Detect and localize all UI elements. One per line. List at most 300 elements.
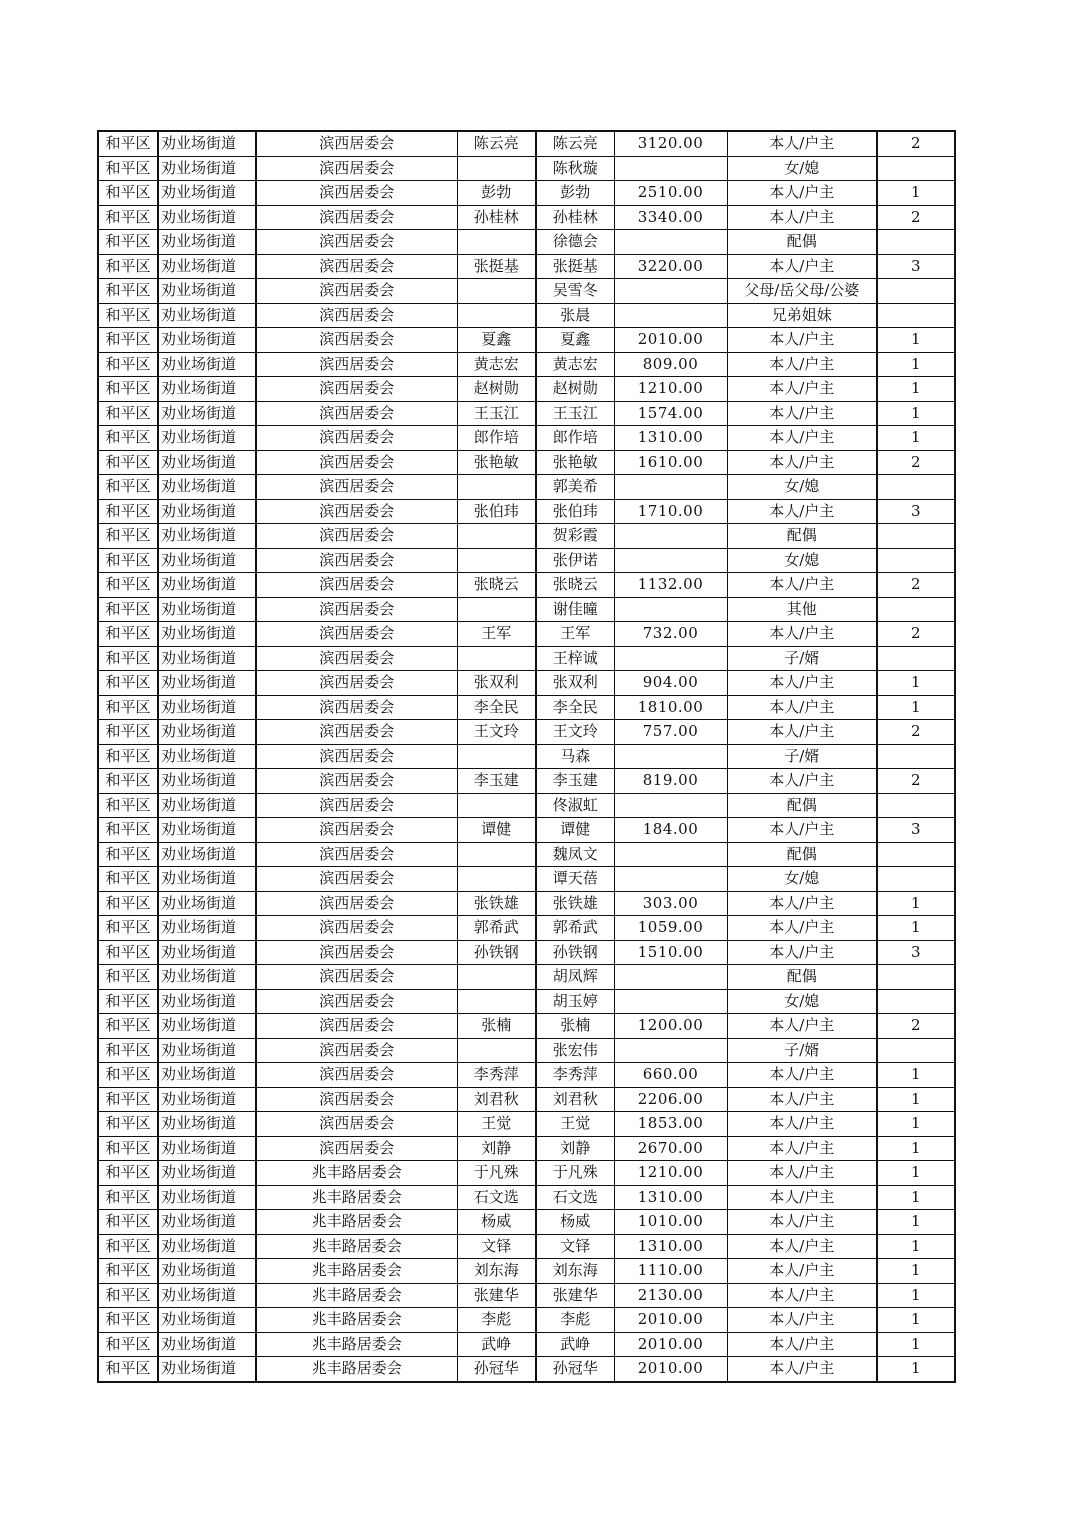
amount-cell: 2010.00: [614, 328, 727, 353]
table-row: [98, 818, 955, 843]
street-cell: 劝业场街道: [158, 303, 256, 328]
table-row: [98, 671, 955, 696]
street-cell: 劝业场街道: [158, 156, 256, 181]
table-row: [98, 720, 955, 745]
street-cell: 劝业场街道: [158, 254, 256, 279]
amount-cell: [614, 965, 727, 990]
committee-cell: 滨西居委会: [256, 548, 457, 573]
committee-cell: 滨西居委会: [256, 303, 457, 328]
household-size-cell: 1: [877, 181, 955, 206]
amount-cell: 3220.00: [614, 254, 727, 279]
district-cell: 和平区: [98, 230, 158, 255]
district-cell: 和平区: [98, 695, 158, 720]
member-name-cell: 胡凤辉: [536, 965, 614, 990]
head-name-cell: [457, 867, 536, 892]
committee-cell: 滨西居委会: [256, 352, 457, 377]
head-name-cell: 张伯玮: [457, 499, 536, 524]
street-cell: 劝业场街道: [158, 842, 256, 867]
household-size-cell: 2: [877, 769, 955, 794]
street-cell: 劝业场街道: [158, 720, 256, 745]
amount-cell: 3340.00: [614, 205, 727, 230]
member-name-cell: 王觉: [536, 1112, 614, 1137]
amount-cell: 1310.00: [614, 1185, 727, 1210]
relation-cell: 本人/户主: [727, 695, 877, 720]
table-row: [98, 695, 955, 720]
member-name-cell: 吴雪冬: [536, 279, 614, 304]
household-size-cell: 1: [877, 377, 955, 402]
table-row: [98, 377, 955, 402]
amount-cell: 303.00: [614, 891, 727, 916]
table-row: [98, 181, 955, 206]
member-name-cell: 张伯玮: [536, 499, 614, 524]
head-name-cell: 张楠: [457, 1014, 536, 1039]
table-row: [98, 1161, 955, 1186]
relation-cell: 本人/户主: [727, 1210, 877, 1235]
committee-cell: 滨西居委会: [256, 867, 457, 892]
district-cell: 和平区: [98, 524, 158, 549]
member-name-cell: 郭希武: [536, 916, 614, 941]
amount-cell: [614, 156, 727, 181]
head-name-cell: 孙铁钢: [457, 940, 536, 965]
relation-cell: 本人/户主: [727, 352, 877, 377]
table-row: [98, 475, 955, 500]
amount-cell: 2206.00: [614, 1087, 727, 1112]
amount-cell: 809.00: [614, 352, 727, 377]
table-row: [98, 1038, 955, 1063]
household-size-cell: 1: [877, 328, 955, 353]
table-row: [98, 1357, 955, 1382]
member-name-cell: 张双利: [536, 671, 614, 696]
household-size-cell: [877, 303, 955, 328]
head-name-cell: 谭健: [457, 818, 536, 843]
relation-cell: 本人/户主: [727, 573, 877, 598]
street-cell: 劝业场街道: [158, 867, 256, 892]
street-cell: 劝业场街道: [158, 1234, 256, 1259]
street-cell: 劝业场街道: [158, 499, 256, 524]
street-cell: 劝业场街道: [158, 1308, 256, 1333]
amount-cell: 819.00: [614, 769, 727, 794]
district-cell: 和平区: [98, 1259, 158, 1284]
table-body: [98, 131, 955, 1382]
member-name-cell: 谭健: [536, 818, 614, 843]
amount-cell: [614, 475, 727, 500]
household-size-cell: [877, 867, 955, 892]
relation-cell: 其他: [727, 597, 877, 622]
member-name-cell: 刘静: [536, 1136, 614, 1161]
relation-cell: 本人/户主: [727, 1063, 877, 1088]
street-cell: 劝业场街道: [158, 205, 256, 230]
committee-cell: 滨西居委会: [256, 622, 457, 647]
member-name-cell: 杨威: [536, 1210, 614, 1235]
committee-cell: 滨西居委会: [256, 1136, 457, 1161]
household-size-cell: 1: [877, 1161, 955, 1186]
table-row: [98, 1185, 955, 1210]
head-name-cell: [457, 793, 536, 818]
member-name-cell: 贺彩霞: [536, 524, 614, 549]
household-size-cell: [877, 475, 955, 500]
table-row: [98, 230, 955, 255]
amount-cell: [614, 744, 727, 769]
table-row: [98, 744, 955, 769]
household-size-cell: 1: [877, 1259, 955, 1284]
committee-cell: 滨西居委会: [256, 842, 457, 867]
relation-cell: 配偶: [727, 965, 877, 990]
member-name-cell: 石文选: [536, 1185, 614, 1210]
member-name-cell: 佟淑虹: [536, 793, 614, 818]
district-cell: 和平区: [98, 131, 158, 156]
table-row: [98, 1063, 955, 1088]
head-name-cell: 王玉江: [457, 401, 536, 426]
table-row: [98, 254, 955, 279]
amount-cell: 1310.00: [614, 426, 727, 451]
district-cell: 和平区: [98, 1357, 158, 1382]
street-cell: 劝业场街道: [158, 524, 256, 549]
member-name-cell: 张艳敏: [536, 450, 614, 475]
committee-cell: 滨西居委会: [256, 230, 457, 255]
table-row: [98, 1087, 955, 1112]
member-name-cell: 陈秋璇: [536, 156, 614, 181]
member-name-cell: 刘君秋: [536, 1087, 614, 1112]
committee-cell: 兆丰路居委会: [256, 1357, 457, 1382]
amount-cell: 3120.00: [614, 131, 727, 156]
district-cell: 和平区: [98, 1112, 158, 1137]
district-cell: 和平区: [98, 1063, 158, 1088]
amount-cell: 1110.00: [614, 1259, 727, 1284]
member-name-cell: 李全民: [536, 695, 614, 720]
member-name-cell: 赵树勋: [536, 377, 614, 402]
street-cell: 劝业场街道: [158, 965, 256, 990]
relation-cell: 本人/户主: [727, 1234, 877, 1259]
table-row: [98, 842, 955, 867]
household-size-cell: [877, 744, 955, 769]
street-cell: 劝业场街道: [158, 426, 256, 451]
street-cell: 劝业场街道: [158, 1283, 256, 1308]
member-name-cell: 王玉江: [536, 401, 614, 426]
household-size-cell: 3: [877, 499, 955, 524]
table-row: [98, 965, 955, 990]
district-cell: 和平区: [98, 1014, 158, 1039]
amount-cell: 1210.00: [614, 1161, 727, 1186]
amount-cell: 1810.00: [614, 695, 727, 720]
member-name-cell: 张晓云: [536, 573, 614, 598]
relation-cell: 本人/户主: [727, 401, 877, 426]
district-cell: 和平区: [98, 1210, 158, 1235]
amount-cell: [614, 524, 727, 549]
relation-cell: 本人/户主: [727, 181, 877, 206]
table-row: [98, 1332, 955, 1357]
household-size-cell: 1: [877, 1112, 955, 1137]
table-row: [98, 916, 955, 941]
head-name-cell: 孙桂林: [457, 205, 536, 230]
head-name-cell: 张挺基: [457, 254, 536, 279]
household-size-cell: [877, 1038, 955, 1063]
amount-cell: [614, 646, 727, 671]
member-name-cell: 张铁雄: [536, 891, 614, 916]
household-size-cell: [877, 230, 955, 255]
relation-cell: 本人/户主: [727, 1357, 877, 1382]
committee-cell: 滨西居委会: [256, 695, 457, 720]
district-cell: 和平区: [98, 842, 158, 867]
household-size-cell: 2: [877, 573, 955, 598]
head-name-cell: [457, 279, 536, 304]
amount-cell: 1853.00: [614, 1112, 727, 1137]
district-cell: 和平区: [98, 769, 158, 794]
head-name-cell: 王军: [457, 622, 536, 647]
committee-cell: 兆丰路居委会: [256, 1234, 457, 1259]
relation-cell: 本人/户主: [727, 1136, 877, 1161]
street-cell: 劝业场街道: [158, 1014, 256, 1039]
relation-cell: 本人/户主: [727, 426, 877, 451]
street-cell: 劝业场街道: [158, 1112, 256, 1137]
committee-cell: 滨西居委会: [256, 1087, 457, 1112]
street-cell: 劝业场街道: [158, 1259, 256, 1284]
household-size-cell: 2: [877, 720, 955, 745]
committee-cell: 滨西居委会: [256, 450, 457, 475]
street-cell: 劝业场街道: [158, 131, 256, 156]
household-size-cell: 1: [877, 671, 955, 696]
household-size-cell: 1: [877, 1283, 955, 1308]
head-name-cell: 刘东海: [457, 1259, 536, 1284]
street-cell: 劝业场街道: [158, 1210, 256, 1235]
relation-cell: 父母/岳父母/公婆: [727, 279, 877, 304]
amount-cell: 2010.00: [614, 1332, 727, 1357]
district-cell: 和平区: [98, 377, 158, 402]
member-name-cell: 李彪: [536, 1308, 614, 1333]
district-cell: 和平区: [98, 965, 158, 990]
relation-cell: 本人/户主: [727, 328, 877, 353]
member-name-cell: 孙冠华: [536, 1357, 614, 1382]
committee-cell: 滨西居委会: [256, 156, 457, 181]
head-name-cell: 张艳敏: [457, 450, 536, 475]
household-size-cell: 1: [877, 695, 955, 720]
member-name-cell: 孙桂林: [536, 205, 614, 230]
committee-cell: 滨西居委会: [256, 401, 457, 426]
household-size-cell: 1: [877, 401, 955, 426]
street-cell: 劝业场街道: [158, 475, 256, 500]
relation-cell: 本人/户主: [727, 1014, 877, 1039]
household-size-cell: 2: [877, 1014, 955, 1039]
amount-cell: 1010.00: [614, 1210, 727, 1235]
committee-cell: 滨西居委会: [256, 720, 457, 745]
district-cell: 和平区: [98, 744, 158, 769]
relation-cell: 子/婿: [727, 646, 877, 671]
amount-cell: 1210.00: [614, 377, 727, 402]
street-cell: 劝业场街道: [158, 793, 256, 818]
table-row: [98, 1136, 955, 1161]
household-size-cell: 3: [877, 940, 955, 965]
household-size-cell: [877, 989, 955, 1014]
head-name-cell: [457, 842, 536, 867]
district-cell: 和平区: [98, 401, 158, 426]
household-size-cell: [877, 548, 955, 573]
relation-cell: 本人/户主: [727, 377, 877, 402]
head-name-cell: [457, 475, 536, 500]
committee-cell: 滨西居委会: [256, 475, 457, 500]
committee-cell: 兆丰路居委会: [256, 1210, 457, 1235]
committee-cell: 滨西居委会: [256, 671, 457, 696]
member-name-cell: 张宏伟: [536, 1038, 614, 1063]
member-name-cell: 张伊诺: [536, 548, 614, 573]
household-size-cell: 1: [877, 1185, 955, 1210]
household-size-cell: 1: [877, 891, 955, 916]
member-name-cell: 李玉建: [536, 769, 614, 794]
head-name-cell: 李玉建: [457, 769, 536, 794]
committee-cell: 滨西居委会: [256, 328, 457, 353]
table-row: [98, 450, 955, 475]
street-cell: 劝业场街道: [158, 1161, 256, 1186]
household-size-cell: [877, 965, 955, 990]
table-row: [98, 940, 955, 965]
household-size-cell: 2: [877, 131, 955, 156]
district-cell: 和平区: [98, 989, 158, 1014]
head-name-cell: [457, 524, 536, 549]
committee-cell: 滨西居委会: [256, 1063, 457, 1088]
committee-cell: 滨西居委会: [256, 1038, 457, 1063]
amount-cell: 1132.00: [614, 573, 727, 598]
relation-cell: 本人/户主: [727, 1087, 877, 1112]
committee-cell: 滨西居委会: [256, 744, 457, 769]
table-row: [98, 328, 955, 353]
relation-cell: 本人/户主: [727, 769, 877, 794]
committee-cell: 滨西居委会: [256, 597, 457, 622]
table-row: [98, 793, 955, 818]
district-cell: 和平区: [98, 720, 158, 745]
district-cell: 和平区: [98, 940, 158, 965]
committee-cell: 滨西居委会: [256, 769, 457, 794]
district-cell: 和平区: [98, 1087, 158, 1112]
household-size-cell: 1: [877, 426, 955, 451]
head-name-cell: 赵树勋: [457, 377, 536, 402]
member-name-cell: 彭勃: [536, 181, 614, 206]
street-cell: 劝业场街道: [158, 377, 256, 402]
amount-cell: [614, 867, 727, 892]
member-name-cell: 张晨: [536, 303, 614, 328]
district-cell: 和平区: [98, 891, 158, 916]
district-cell: 和平区: [98, 1136, 158, 1161]
member-name-cell: 夏鑫: [536, 328, 614, 353]
street-cell: 劝业场街道: [158, 989, 256, 1014]
committee-cell: 滨西居委会: [256, 254, 457, 279]
amount-cell: [614, 230, 727, 255]
district-cell: 和平区: [98, 671, 158, 696]
committee-cell: 滨西居委会: [256, 891, 457, 916]
committee-cell: 滨西居委会: [256, 1112, 457, 1137]
street-cell: 劝业场街道: [158, 450, 256, 475]
committee-cell: 滨西居委会: [256, 940, 457, 965]
head-name-cell: 彭勃: [457, 181, 536, 206]
head-name-cell: 李彪: [457, 1308, 536, 1333]
street-cell: 劝业场街道: [158, 1087, 256, 1112]
relation-cell: 本人/户主: [727, 1185, 877, 1210]
district-cell: 和平区: [98, 573, 158, 598]
relation-cell: 女/媳: [727, 548, 877, 573]
committee-cell: 滨西居委会: [256, 131, 457, 156]
table-row: [98, 1014, 955, 1039]
household-size-cell: 1: [877, 1063, 955, 1088]
committee-cell: 兆丰路居委会: [256, 1332, 457, 1357]
head-name-cell: 刘君秋: [457, 1087, 536, 1112]
street-cell: 劝业场街道: [158, 622, 256, 647]
head-name-cell: [457, 230, 536, 255]
table-row: [98, 303, 955, 328]
household-size-cell: 1: [877, 1357, 955, 1382]
household-size-cell: [877, 842, 955, 867]
district-cell: 和平区: [98, 205, 158, 230]
household-size-cell: [877, 646, 955, 671]
table-row: [98, 622, 955, 647]
table-row: [98, 769, 955, 794]
head-name-cell: [457, 156, 536, 181]
head-name-cell: [457, 1038, 536, 1063]
committee-cell: 滨西居委会: [256, 646, 457, 671]
head-name-cell: [457, 548, 536, 573]
household-size-cell: 1: [877, 1308, 955, 1333]
relation-cell: 本人/户主: [727, 818, 877, 843]
amount-cell: 732.00: [614, 622, 727, 647]
amount-cell: 1310.00: [614, 1234, 727, 1259]
district-cell: 和平区: [98, 793, 158, 818]
relation-cell: 本人/户主: [727, 622, 877, 647]
member-name-cell: 于凡殊: [536, 1161, 614, 1186]
street-cell: 劝业场街道: [158, 1332, 256, 1357]
committee-cell: 滨西居委会: [256, 818, 457, 843]
relation-cell: 本人/户主: [727, 1308, 877, 1333]
amount-cell: 1710.00: [614, 499, 727, 524]
district-cell: 和平区: [98, 1185, 158, 1210]
district-cell: 和平区: [98, 450, 158, 475]
district-cell: 和平区: [98, 499, 158, 524]
amount-cell: 2010.00: [614, 1357, 727, 1382]
committee-cell: 滨西居委会: [256, 205, 457, 230]
head-name-cell: 文铎: [457, 1234, 536, 1259]
committee-cell: 兆丰路居委会: [256, 1308, 457, 1333]
street-cell: 劝业场街道: [158, 401, 256, 426]
relation-cell: 本人/户主: [727, 720, 877, 745]
member-name-cell: 张挺基: [536, 254, 614, 279]
district-cell: 和平区: [98, 352, 158, 377]
head-name-cell: 于凡殊: [457, 1161, 536, 1186]
table-row: [98, 1210, 955, 1235]
relation-cell: 子/婿: [727, 1038, 877, 1063]
committee-cell: 滨西居委会: [256, 377, 457, 402]
amount-cell: [614, 279, 727, 304]
relation-cell: 本人/户主: [727, 1332, 877, 1357]
district-cell: 和平区: [98, 1038, 158, 1063]
table-row: [98, 1112, 955, 1137]
district-cell: 和平区: [98, 597, 158, 622]
table-row: [98, 156, 955, 181]
household-size-cell: [877, 156, 955, 181]
relation-cell: 女/媳: [727, 475, 877, 500]
table-row: [98, 646, 955, 671]
head-name-cell: 杨威: [457, 1210, 536, 1235]
head-name-cell: 李秀萍: [457, 1063, 536, 1088]
relation-cell: 本人/户主: [727, 205, 877, 230]
head-name-cell: 陈云亮: [457, 131, 536, 156]
street-cell: 劝业场街道: [158, 328, 256, 353]
household-size-cell: 1: [877, 1332, 955, 1357]
household-size-cell: 1: [877, 1136, 955, 1161]
district-cell: 和平区: [98, 646, 158, 671]
district-cell: 和平区: [98, 181, 158, 206]
table-row: [98, 548, 955, 573]
committee-cell: 滨西居委会: [256, 181, 457, 206]
amount-cell: 184.00: [614, 818, 727, 843]
head-name-cell: 张建华: [457, 1283, 536, 1308]
amount-cell: [614, 548, 727, 573]
street-cell: 劝业场街道: [158, 181, 256, 206]
district-cell: 和平区: [98, 279, 158, 304]
